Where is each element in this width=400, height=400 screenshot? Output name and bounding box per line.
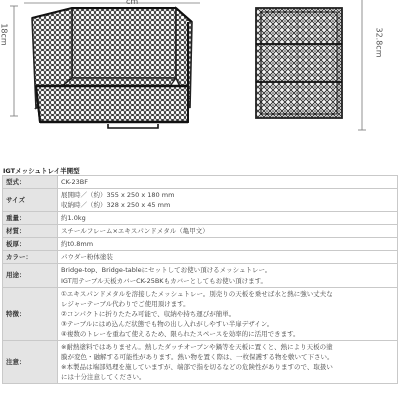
width-dimension-label: cm xyxy=(126,0,139,6)
spec-label: 板厚： xyxy=(3,238,58,251)
spec-value: 展開時／（約）355 x 250 x 180 mm 収納時／（約）328 x 250 x 45 mm xyxy=(58,189,398,212)
spec-row-model xyxy=(3,176,398,189)
spec-value: 約t0.8mm xyxy=(58,238,398,251)
spec-row-material xyxy=(3,225,398,238)
spec-label: 材質： xyxy=(3,225,58,238)
height-dimension-line xyxy=(10,6,18,116)
folded-tray-photo xyxy=(256,8,342,118)
spec-table xyxy=(2,175,398,384)
spec-label: 重量： xyxy=(3,212,58,225)
spec-table-title: IGTメッシュトレイ半開型 xyxy=(3,167,80,175)
spec-label: サイズ xyxy=(3,189,58,212)
spec-value: スチールフレーム×エキスパンドメタル（亀甲文） xyxy=(58,225,398,238)
spec-row-size xyxy=(3,189,398,212)
spec-row-features xyxy=(3,287,398,340)
product-photo-area xyxy=(0,0,400,162)
spec-label: 用途： xyxy=(3,264,58,287)
spec-value: ①エキスパンドメタルを溶接したメッシュトレー。別売りの天板を乗せば水と熱に強い丈夫な レジャーテーブル代わりでご使用頂けます。 ②コンパクトに折りたたみ可能で、収納や持ち運びが簡単。 ③テーブルにはめ込んだ状態でも物の出し入れがしやすい半扉デザイン。 ④複数のトレーを重ねて使えるため、限られたスペースを効率的に活用できます。 xyxy=(58,287,398,340)
product-photo xyxy=(0,0,400,162)
spec-label: 注意： xyxy=(3,340,58,383)
spec-value: 約1.0kg xyxy=(58,212,398,225)
spec-row-weight xyxy=(3,212,398,225)
depth-dimension-label: 32.8cm xyxy=(374,27,384,58)
spec-label: 特徴： xyxy=(3,287,58,340)
spec-value: CK-23BF xyxy=(58,176,398,189)
spec-value: パウダー粉体塗装 xyxy=(58,251,398,264)
mesh-basket-photo xyxy=(32,8,192,128)
spec-label: 型式： xyxy=(3,176,58,189)
spec-value: ※耐熱塗料ではありません。熱したダッチオーブンや鍋等を天板に置くと、熱により天板の塗 膜が変色・融解する可能性があります。熱い物を置く際は、一枚保護する物を敷いて下さい。 ※本製品は端部処理を施していますが、端部で指を切るなどの危険性がありますので、取扱い には十分注意してください。 xyxy=(58,340,398,383)
spec-row-caution xyxy=(3,340,398,383)
spec-row-thickness xyxy=(3,238,398,251)
spec-row-usage xyxy=(3,264,398,287)
height-dimension-label: 18cm xyxy=(0,23,9,46)
depth-dimension-line xyxy=(358,0,366,130)
spec-value: Bridge-top、Bridge-tableにセットしてお使い頂けるメッシュトレー。 IGT用テーブル天板カバーCK-25BKもカバーとしてもお使い頂けます。 xyxy=(58,264,398,287)
spec-row-color xyxy=(3,251,398,264)
spec-label: カラー： xyxy=(3,251,58,264)
